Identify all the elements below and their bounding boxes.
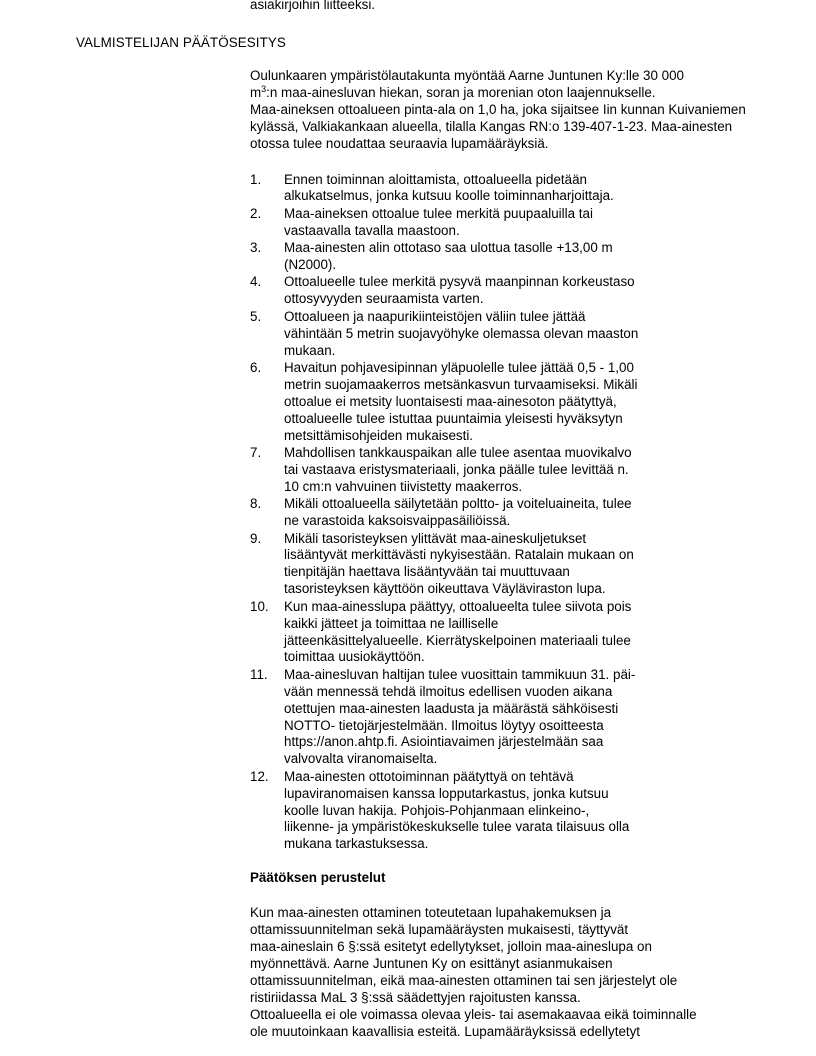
permit-conditions-list <box>250 172 750 854</box>
condition-text: Mikäli tasoristeyksen ylittävät maa-aineskuljetukset lisääntyvät merkittävästi nykyisestään. Ratalain mukaan on tienpitäjän haettava lisääntyvään tai muuttuvaan tasoristeyksen käyttöön oikeuttava Väyläviraston lupa. <box>284 530 634 597</box>
condition-text: Mahdollisen tankkauspaikan alle tulee asentaa muovikalvo tai vastaava eristysmateriaali, jonka päälle tulee levittää n. 10 cm:n vahvuinen tiivistetty maakerros. <box>284 445 632 494</box>
condition-item <box>250 274 750 308</box>
condition-item <box>250 240 750 274</box>
condition-number: 12. <box>250 768 269 784</box>
unit-m: m <box>250 84 262 100</box>
condition-item <box>250 769 750 854</box>
condition-number: 1. <box>250 171 262 187</box>
condition-number: 7. <box>250 445 262 461</box>
decision-proposal <box>250 68 750 153</box>
condition-item <box>250 599 750 667</box>
condition-number: 3. <box>250 240 262 256</box>
condition-number: 5. <box>250 308 262 324</box>
condition-text: Mikäli ottoalueella säilytetään poltto- ja voiteluaineita, tulee ne varastoida kaksoisvaippasäiliöissä. <box>284 496 632 529</box>
condition-item <box>250 667 750 768</box>
reasoning-text: Kun maa-ainesten ottaminen toteutetaan lupahakemuksen ja ottamissuunnitelman sekä lupamääräysten mukaisesti, täyttyvät maa-aineslain 6 §:ssä esitetyt edellytykset, jolloin maa-aineslupa on myönnettävä. Aarne Juntunen Ky on esittänyt asianmukaisen ottamissuunnitelman, eikä maa-ainesten ottaminen tai sen järjestelyt ole ristiriidassa MaL 3 §:ssä säädettyjen rajoitusten kanssa. Ottoalueella ei ole voimassa olevaa yleis- tai asemakaavaa eikä toiminnalle ole muutoinkaan kaavallisia esteitä. Lupamääräyksissä edellytetyt <box>250 905 697 1039</box>
main-content <box>250 68 750 1040</box>
condition-number: 10. <box>250 598 269 614</box>
condition-number: 9. <box>250 530 262 546</box>
condition-number: 8. <box>250 496 262 512</box>
condition-text: Ennen toiminnan aloittamista, ottoalueella pidetään alkukatselmus, jonka kutsuu koolle toiminnanharjoittaja. <box>284 171 614 204</box>
condition-text: Havaitun pohjavesipinnan yläpuolelle tulee jättää 0,5 - 1,00 metrin suojamaakerros metsänkasvun turvaamiseksi. Mikäli ottoalue ei metsity luontaisesti maa-ainesoton päätyttyä, ottoalueelle tulee istuttaa puuntaimia yleisesti hyväksytyn metsittämisohjeiden mukaisesti. <box>284 360 638 443</box>
unit-superscript: 3 <box>261 83 267 94</box>
condition-number: 6. <box>250 360 262 375</box>
condition-text: Kun maa-ainesslupa päättyy, ottoalueelta tulee siivota pois kaikki jätteet ja toimittaa ne lailliselle jätteenkäsittelyalueelle. Kierrätyskelpoinen materiaali tulee toimittaa uusiokäyttöön. <box>284 598 632 665</box>
condition-item <box>250 172 750 206</box>
condition-number: 11. <box>250 666 268 682</box>
section-heading: VALMISTELIJAN PÄÄTÖSESITYS <box>76 35 286 50</box>
condition-item <box>250 496 750 530</box>
condition-text: Maa-aineksen ottoalue tulee merkitä puupaaluilla tai vastaavalla tavalla maastoon. <box>284 205 593 238</box>
condition-number: 4. <box>250 274 262 290</box>
proposal-line-1: Oulunkaaren ympäristölautakunta myöntää Aarne Juntunen Ky:lle 30 000 <box>250 68 684 83</box>
condition-item <box>250 445 750 496</box>
condition-item <box>250 531 750 599</box>
reasoning-heading: Päätöksen perustelut <box>250 870 386 886</box>
condition-item <box>250 309 750 360</box>
condition-text: Maa-ainesten ottotoiminnan päätyttyä on tehtävä lupaviranomaisen kanssa lopputarkastus, jonka kutsuu koolle luvan hakija. Pohjois-Pohjanmaan elinkeino-, liikenne- ja ympäristökeskukselle tulee varata tilaisuus olla mukana tarkastuksessa. <box>284 768 630 852</box>
condition-text: Maa-ainesten alin ottotaso saa ulottua tasolle +13,00 m (N2000). <box>284 240 613 273</box>
condition-item <box>250 206 750 240</box>
condition-item <box>250 360 750 445</box>
proposal-line-2 <box>250 85 750 102</box>
condition-text: Maa-ainesluvan haltijan tulee vuosittain tammikuun 31. päi- vään mennessä tehdä ilmoitus edellisen vuoden aikana otettujen maa-ainesten laadusta ja määrästä sähköisesti NOTTO- tietojärjestelmään. Ilmoitus löytyy osoitteesta https://anon.ahtp.fi. Asiointiavaimen järjestelmään saa valvovalta viranomaiselta. <box>284 666 636 767</box>
proposal-rest: Maa-aineksen ottoalueen pinta-ala on 1,0 ha, joka sijaitsee Iin kunnan Kuivaniemen kylässä, Valkiakankaan alueella, tilalla Kangas RN:o 139-407-1-23. Maa-ainesten otossa tulee noudattaa seuraavia lupamääräyksiä. <box>250 101 746 151</box>
condition-number: 2. <box>250 205 262 221</box>
proposal-line-2-text: :n maa-ainesluvan hiekan, soran ja morenian oton laajennukselle. <box>266 84 656 100</box>
condition-text: Ottoalueen ja naapurikiinteistöjen väliin tulee jättää vähintään 5 metrin suojavyöhyke olemassa olevan maaston mukaan. <box>284 308 639 358</box>
previous-paragraph-tail: asiakirjoihin liitteeksi. <box>250 0 376 12</box>
condition-text: Ottoalueelle tulee merkitä pysyvä maanpinnan korkeustaso ottosyvyyden seuraamista varten. <box>284 274 635 307</box>
